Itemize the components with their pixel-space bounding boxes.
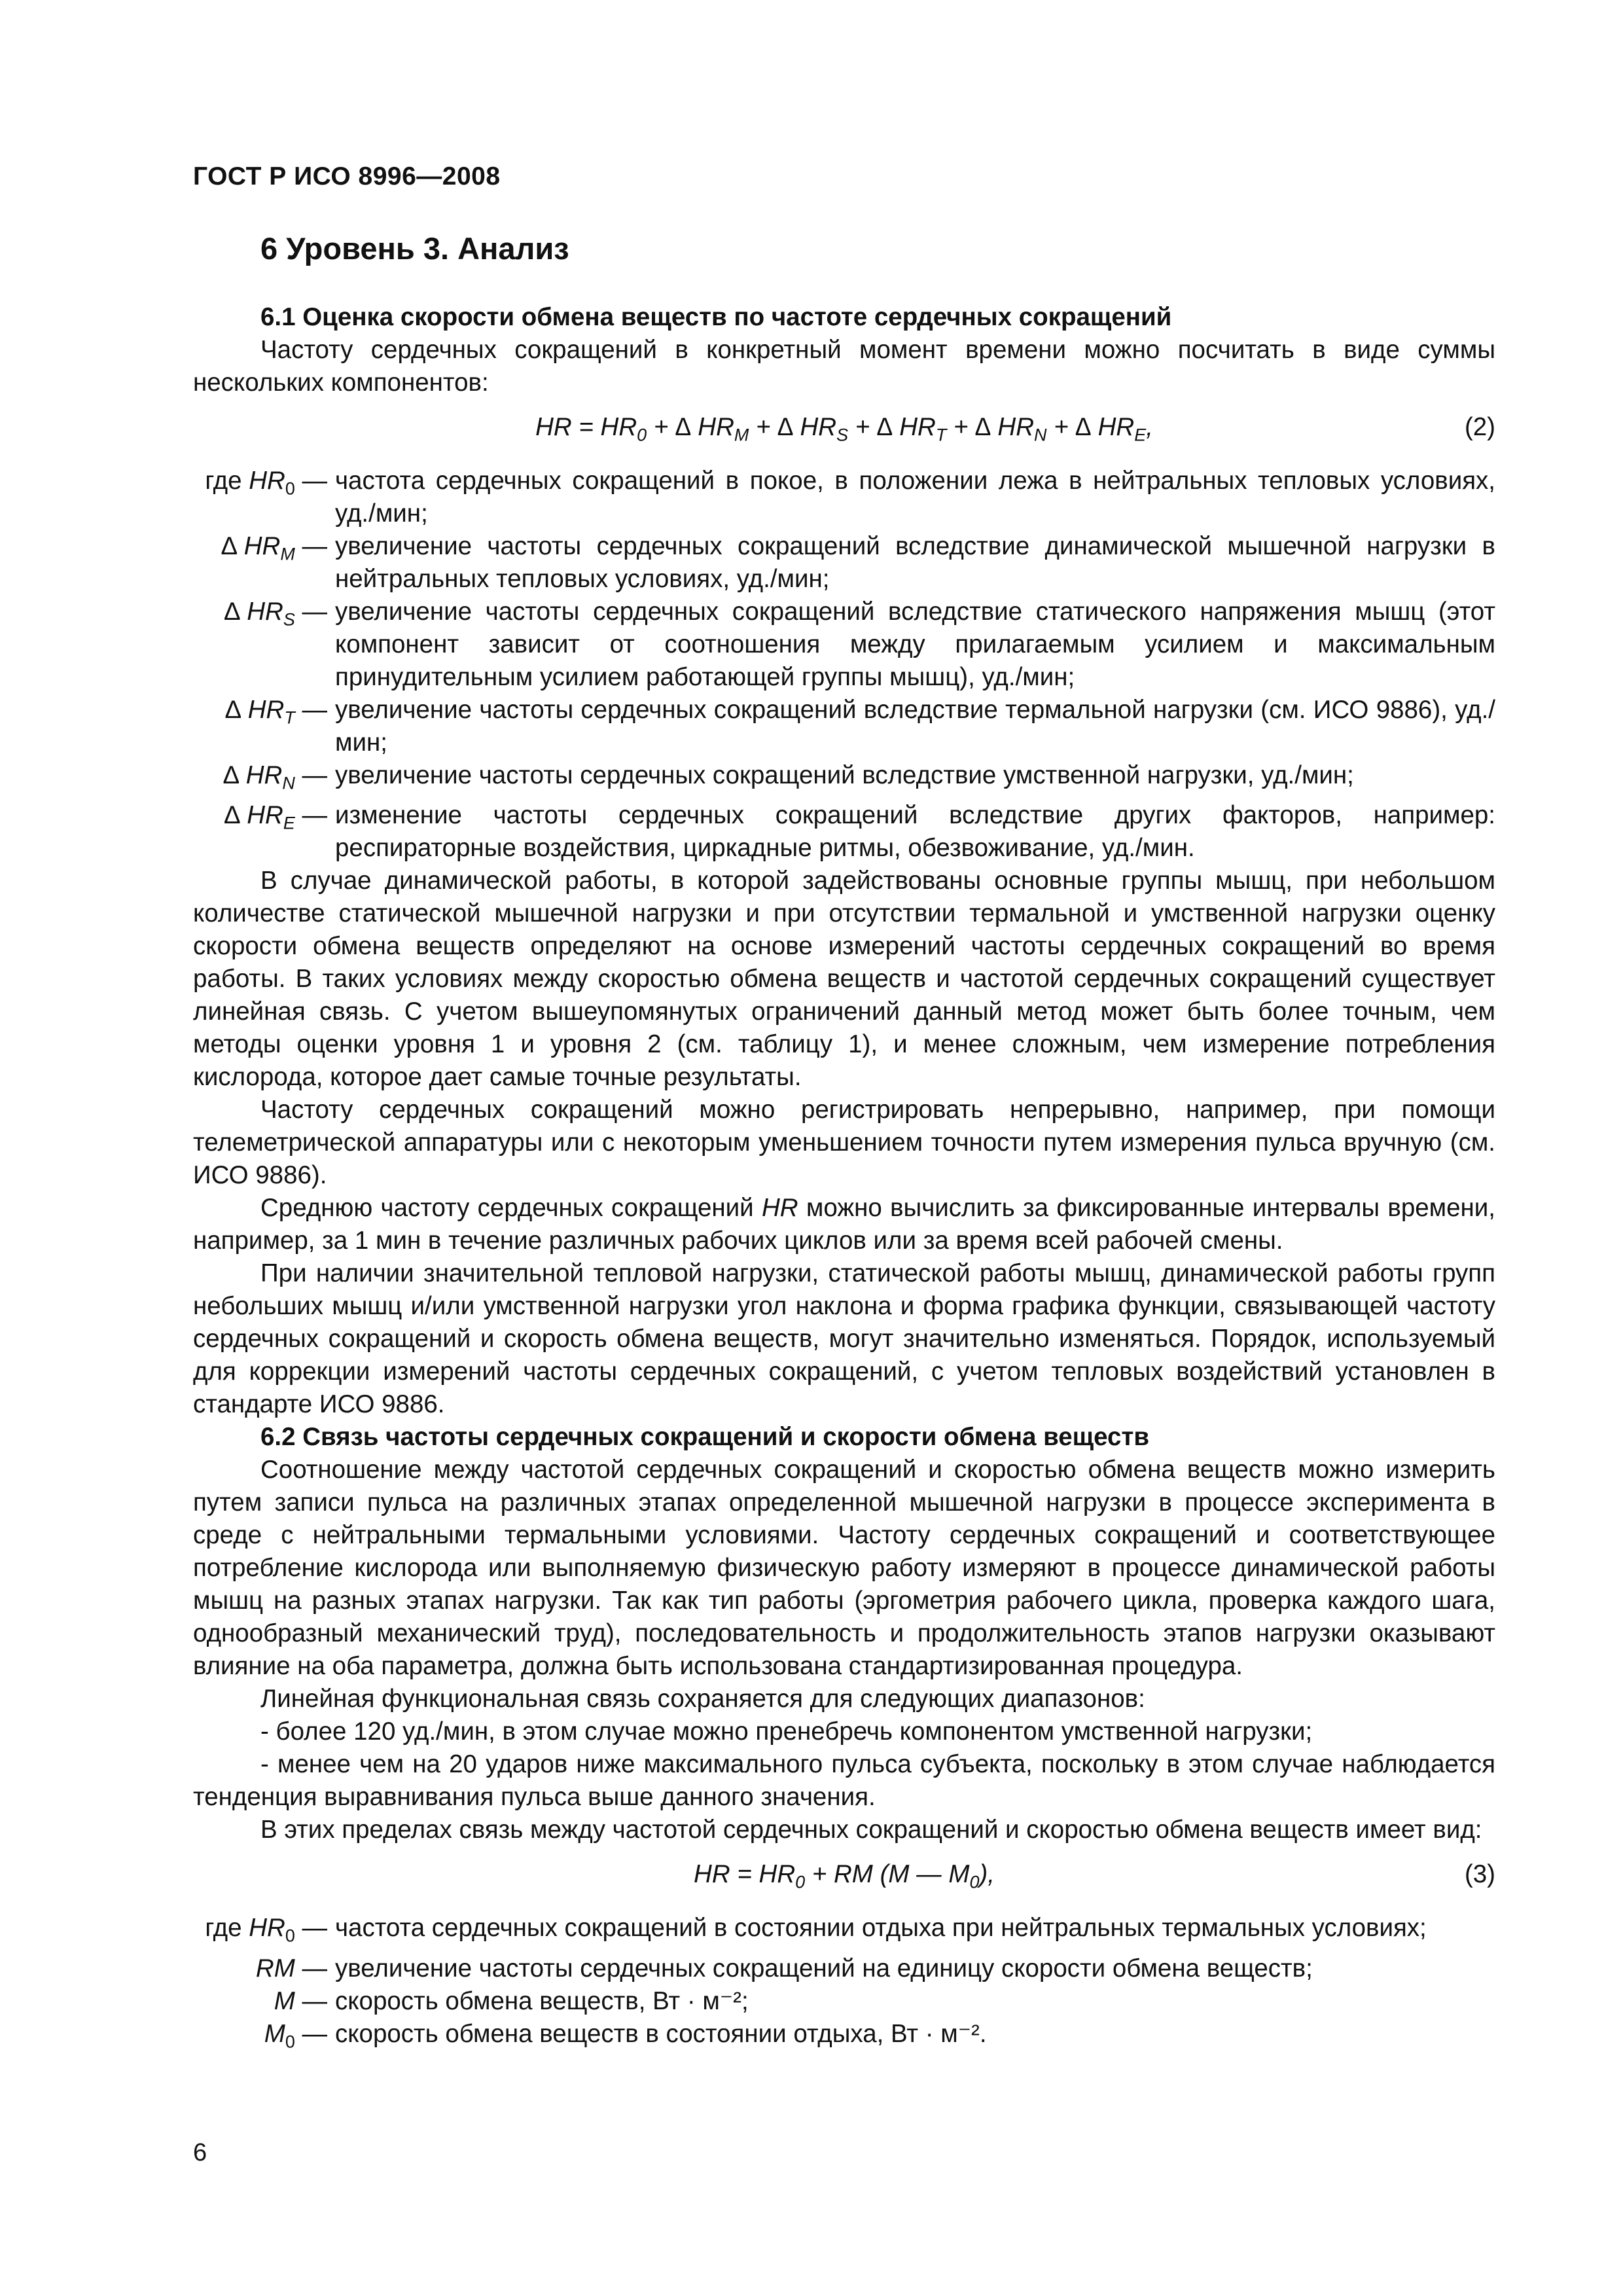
symbol-hr0: где $HR_0$ —: [205, 1914, 327, 1946]
symbol-dhre: ∆ $HR_E$ —: [224, 801, 327, 834]
definition-dhrs: увеличение частоты сердечных сокращений вследствие статического напряжения мышц (этот компонент зависит от соотношения между прилагаемым усилием и максимальным принудительным усилием работающей группы мышц), уд./мин;: [335, 597, 1495, 691]
paragraph: Соотношение между частотой сердечных сокращений и скоростью обмена веществ можно измерить путем записи пульса на различных этапах определенной мышечной нагрузки в процессе эксперимента в среде с нейтральными термальными условиями. Частоту сердечных сокращений и соответствующее потребление кислорода или выполняемую физическую работу измеряют в процессе динамической работы мышц на разных этапах нагрузки. Так как тип работы (эргометрия рабочего цикла, проверка каждого шага, однообразный механический труд), последовательность и продолжительность этапов нагрузки оказывают влияние на оба параметра, должна быть использована стандартизированная процедура.: [193, 1456, 1495, 1681]
definition-dhrt: увеличение частоты сердечных сокращений вследствие термальной нагрузки (см. ИСО 9886), уд./мин;: [335, 695, 1495, 757]
paragraph: Линейная функциональная связь сохраняется для следующих диапазонов:: [260, 1685, 1145, 1713]
paragraph: В случае динамической работы, в которой задействованы основные группы мышц, при небольшом количестве статической мышечной нагрузки и при отсутствии термальной и умственной нагрузки оценку скорости обмена веществ определяют на основе измерений частоты сердечных сокращений во время работы. В таких условиях между скоростью обмена веществ и частотой сердечных сокращений существует линейная связь. С учетом вышеупомянутых ограничений данный метод может быть более точным, чем методы оценки уровня 1 и уровня 2 (см. таблицу 1), и менее сложным, чем измерение потребления кислорода, которое дает самые точные результаты.: [193, 867, 1495, 1092]
definition-hr0: частота сердечных сокращений в состоянии отдыха при нейтральных термальных условиях;: [335, 1914, 1427, 1943]
definition-m: скорость обмена веществ, Вт · м⁻²;: [335, 1986, 749, 2015]
page-body: [193, 301, 1495, 2058]
definitions-list-2: [193, 465, 1495, 865]
formula-3-number: (3): [1464, 1860, 1495, 1889]
symbol-m0: $M_0$ —: [264, 2019, 327, 2052]
definition-dhre: изменение частоты сердечных сокращений вследствие других факторов, например: респираторные воздействия, циркадные ритмы, обезвоживание, уд./мин.: [335, 801, 1495, 863]
formula-2-expression: HR = $HR_0$ + ∆ $HR_M$ + ∆ $HR_S$ + ∆ $HR_T$ + ∆ $HR_N$ + ∆ $HR_E$,: [535, 413, 1153, 445]
definitions-list-3: [193, 1912, 1495, 2058]
definition-m0: скорость обмена веществ в состоянии отдыха, Вт · м⁻².: [335, 2019, 987, 2048]
symbol-m: M —: [274, 1986, 327, 2015]
symbol-hr0: где $HR_0$ —: [205, 466, 327, 499]
paragraph-intro: Частоту сердечных сокращений в конкретный момент времени можно посчитать в виде суммы нескольких компонентов:: [193, 336, 1495, 397]
definition-dhrm: увеличение частоты сердечных сокращений вследствие динамической мышечной нагрузки в нейтральных тепловых условиях, уд./мин;: [335, 531, 1495, 593]
subsection-heading-6-2: 6.2 Связь частоты сердечных сокращений и скорости обмена веществ: [260, 1423, 1149, 1452]
paragraph: Среднюю частоту сердечных сокращений HR можно вычислить за фиксированные интервалы времени, например, за 1 мин в течение различных рабочих циклов или за время всей рабочей смены.: [193, 1194, 1495, 1255]
definition-dhrn: увеличение частоты сердечных сокращений вследствие умственной нагрузки, уд./мин;: [335, 761, 1354, 789]
section-title: 6 Уровень 3. Анализ: [260, 231, 569, 266]
page-number: 6: [193, 2139, 207, 2166]
formula-3: [193, 1858, 1495, 1899]
document-code: ГОСТ Р ИСО 8996—2008: [193, 162, 501, 190]
list-item: - менее чем на 20 ударов ниже максимального пульса субъекта, поскольку в этом случае наблюдается тенденция выравнивания пульса выше данного значения.: [193, 1750, 1495, 1812]
symbol-rm: RM —: [255, 1954, 327, 1982]
symbol-dhrm: ∆ $HR_M$ —: [221, 531, 327, 564]
paragraph: В этих пределах связь между частотой сердечных сокращений и скоростью обмена веществ имеет вид:: [260, 1816, 1482, 1844]
formula-2-number: (2): [1464, 413, 1495, 441]
formula-2: [193, 411, 1495, 452]
paragraph: При наличии значительной тепловой нагрузки, статической работы мышц, динамической работы групп небольших мышц и/или умственной нагрузки угол наклона и форма графика функции, связывающей частоту сердечных сокращений и скорость обмена веществ, могут значительно изменяться. Порядок, используемый для коррекции измерений частоты сердечных сокращений, с учетом тепловых воздействий установлен в стандарте ИСО 9886.: [193, 1259, 1495, 1419]
subsection-heading-6-1: 6.1 Оценка скорости обмена веществ по частоте сердечных сокращений: [260, 303, 1172, 331]
definition-hr0: частота сердечных сокращений в покое, в положении лежа в нейтральных тепловых условиях, уд./мин;: [335, 466, 1495, 528]
symbol-dhrn: ∆ $HR_N$ —: [223, 761, 327, 793]
list-item: - более 120 уд./мин, в этом случае можно пренебречь компонентом умственной нагрузки;: [260, 1717, 1313, 1746]
definition-rm: увеличение частоты сердечных сокращений на единицу скорости обмена веществ;: [335, 1954, 1313, 1982]
symbol-dhrs: ∆ $HR_S$ —: [224, 597, 327, 630]
symbol-dhrt: ∆ $HR_T$ —: [225, 695, 327, 728]
formula-3-expression: HR = $HR_0$ + RM (M — $M_0$),: [694, 1860, 995, 1893]
paragraph: Частоту сердечных сокращений можно регистрировать непрерывно, например, при помощи телеметрической аппаратуры или с некоторым уменьшением точности путем измерения пульса вручную (см. ИСО 9886).: [193, 1096, 1495, 1190]
